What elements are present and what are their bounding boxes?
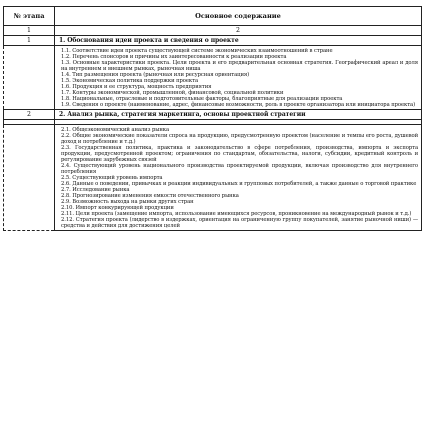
header-stage-number: № этапа xyxy=(4,7,55,26)
section-1-number-blank xyxy=(4,46,55,110)
section-2-items xyxy=(55,125,422,231)
list-item: 2.7. Исследование рынка xyxy=(61,187,130,193)
section-1-items xyxy=(55,46,422,110)
section-2-number: 2 xyxy=(4,110,55,120)
list-item: 1.7. Контуры экономической, промышленной, финансовой, социальной политики xyxy=(61,90,284,96)
list-item: 1.1. Соответствие идеи проекта существующей системе экономических взаимоотношений в стране xyxy=(61,48,333,54)
section-1-items-row xyxy=(4,46,422,110)
section-1-title: 1. Обоснования идеи проекта и сведения о проекте xyxy=(55,36,422,46)
list-item: 1.6. Продукция и ее структура, мощность предприятия xyxy=(61,84,212,90)
column-numbering-row xyxy=(4,26,422,36)
list-item: 2.11. Цели проекта (замещение импорта, использование имеющихся ресурсов, проникновение на международный рынок и т.д.) xyxy=(61,211,412,217)
list-item: 1.9. Сведения о проекте (наименование, адрес, финансовые возможности, роль в проекте организатора или инициатора проекта) xyxy=(61,102,416,108)
list-item: 2.8. Прогнозирование изменения емкости отечественного рынка xyxy=(61,193,239,199)
list-item: 2.4. Существующий уровень национального производства проектируемой продукции, включая производство для внутреннего потребления xyxy=(61,163,418,175)
list-item: 1.3. Основные характеристики проекта. Цели проекта и его предварительная основная стратегия. Географический ареал и доля на внутреннем и внешнем рынках, рыночная ниша xyxy=(61,60,418,72)
list-item: 2.10. Импорт конкурирующей продукции xyxy=(61,205,174,211)
column-number-2: 2 xyxy=(55,26,422,36)
list-item: 2.12. Стратегия проекта (лидерство в издержках, ориентация на ограниченную группу покупателей, занятие рыночной ниши) — средства и действия для достижения целей xyxy=(61,217,418,229)
list-item: 1.8. Национальные, отраслевые и подготовительные факторы, благоприятные для реализации проекта xyxy=(61,96,343,102)
list-item: 2.3. Государственная политика, практика и законодательство в сфере потребления, производства, импорта и экспорта продукции, предусмотренной проектом; ограничения по стандартам, обязательства, налоги, субсидии, кредитный контроль и регулирование зарубежных связей xyxy=(61,145,418,163)
document-page xyxy=(3,6,419,231)
section-1-title-row xyxy=(4,36,422,46)
list-item: 2.2. Общие экономические показатели спроса на продукцию, предусмотренную проектом (население и темпы его роста, душевой доход и потребление и т.д.) xyxy=(61,133,418,145)
project-stages-table xyxy=(3,6,422,231)
table-header-row xyxy=(4,7,422,26)
section-1-number: 1 xyxy=(4,36,55,46)
list-item: 1.4. Тип размещения проекта (рыночная или ресурсная ориентация) xyxy=(61,72,250,78)
list-item: 1.2. Перечень спонсоров и причины их заинтересованности к реализации проекта xyxy=(61,54,287,60)
section-2-title-row xyxy=(4,110,422,120)
list-item: 2.6. Данные о поведении, привычках и реакции индивидуальных и групповых потребителей, а также данные о торговой практике xyxy=(61,181,417,187)
list-item: 1.5. Экономическая политика поддержки проекта xyxy=(61,78,198,84)
list-item: 2.1. Общеэкономический анализ рынка xyxy=(61,127,170,133)
header-main-content: Основное содержание xyxy=(55,7,422,26)
column-number-1: 1 xyxy=(4,26,55,36)
section-2-items-row xyxy=(4,125,422,231)
list-item: 2.9. Возможность выхода на рынки других стран xyxy=(61,199,194,205)
section-2-title: 2. Анализ рынка, стратегия маркетинга, основы проектной стратегии xyxy=(55,110,422,120)
section-2-number-blank xyxy=(4,125,55,231)
list-item: 2.5. Существующий уровень импорта xyxy=(61,175,163,181)
